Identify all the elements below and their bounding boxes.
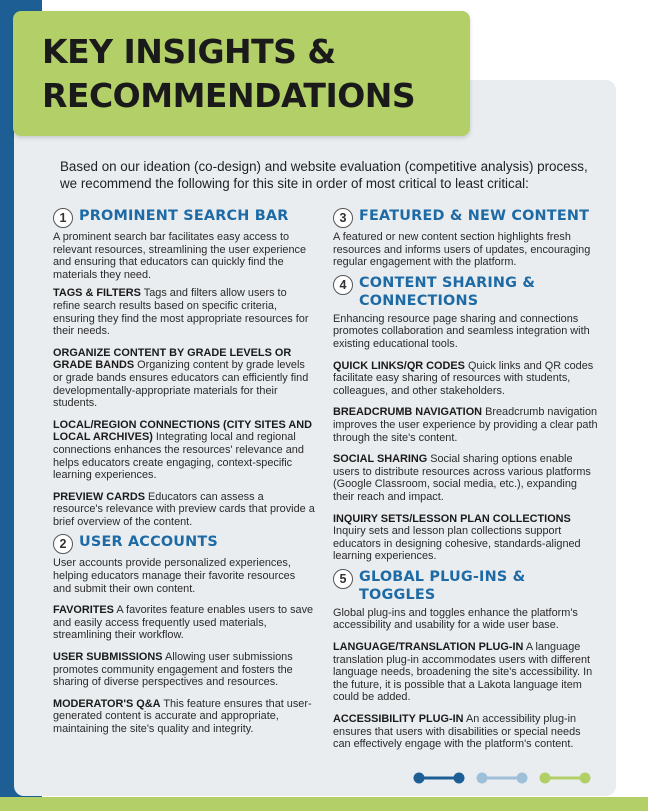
section-title: GLOBAL PLUG-INS & TOGGLES — [359, 568, 526, 603]
section-intro: Global plug-ins and toggles enhance the platform's accessibility and usability for a wide user base. — [333, 606, 578, 632]
item-label: ACCESSIBILITY PLUG-IN — [333, 713, 464, 726]
recommendation-item — [53, 491, 315, 529]
section-number-badge: 4 — [333, 275, 353, 295]
item-label: INQUIRY SETS/LESSON PLAN COLLECTIONS — [333, 512, 571, 525]
item-text: Integrating local and regional connections enhances the resources' relevance and helps educators create engaging, context-specific learning experiences. — [53, 431, 304, 482]
section-title: FEATURED & NEW CONTENT — [359, 208, 590, 224]
recommendation-item — [333, 641, 601, 704]
bottom-accent-band — [0, 797, 648, 811]
item-label: LOCAL/REGION CONNECTIONS (CITY SITES AND LOCAL ARCHIVES) — [53, 418, 312, 444]
item-text: Inquiry sets and lesson plan collections support educators in designing cohesive, standards-aligned learning experiences. — [333, 525, 581, 563]
recommendation-item — [53, 347, 315, 410]
item-text: This feature ensures that user-generated content is accurate and appropriate, maintaining the site's quality and integrity. — [53, 697, 312, 735]
item-label: MODERATOR'S Q&A — [53, 697, 161, 710]
item-text: A language translation plug-in accommodates users with different language needs, broadening the site's accessibility. In the future, it is possible that a Lakota language item could be added. — [333, 641, 593, 704]
section-number-badge: 2 — [53, 534, 73, 554]
recommendation-item — [53, 651, 315, 689]
item-text: Social sharing options enable users to distribute resources across various platforms (Google Classroom, social media, etc.), expanding their reach and impact. — [333, 453, 591, 503]
recommendation-item — [333, 453, 601, 503]
section-number-badge: 5 — [333, 569, 353, 589]
item-label: BREADCRUMB NAVIGATION — [333, 406, 483, 419]
item-text: A favorites feature enables users to save and easily access frequently used materials, streamlining their workflow. — [53, 604, 314, 642]
recommendation-item — [333, 513, 601, 563]
section-heading-2 — [53, 533, 315, 554]
recommendation-item — [333, 360, 601, 398]
title-line-1: KEY INSIGHTS & — [42, 32, 336, 71]
section-heading-1 — [53, 207, 315, 228]
section-intro: A featured or new content section highlights fresh resources and informs users of updates, encouraging regular engagement with the platform. — [333, 231, 591, 269]
item-text: Allowing user submissions promotes community engagement and fosters the sharing of diverse perspectives and resources. — [53, 651, 293, 689]
recommendation-item — [53, 419, 315, 482]
item-text: Educators can assess a resource's relevance with preview cards that provide a brief overview of the content. — [53, 490, 315, 528]
section-intro: Enhancing resource page sharing and connections promotes collaboration and seamless integration with existing educational tools. — [333, 312, 590, 350]
section-title: PROMINENT SEARCH BAR — [79, 208, 289, 224]
item-label: SOCIAL SHARING — [333, 453, 428, 466]
item-label: TAGS & FILTERS — [53, 287, 141, 300]
intro-paragraph: Based on our ideation (co-design) and website evaluation (competitive analysis) process, we recommend the following for this site in order of most critical to least critical: — [60, 159, 588, 191]
item-label: PREVIEW CARDS — [53, 490, 145, 503]
item-text: An accessibility plug-in ensures that users with disabilities or special needs can effectively engage with the platform's content. — [333, 713, 581, 751]
item-label: FAVORITES — [53, 604, 114, 617]
item-text: Breadcrumb navigation improves the user experience by providing a clear path through the site's content. — [333, 406, 598, 444]
item-text: Quick links and QR codes facilitate easy sharing of resources with students, colleagues, and other stakeholders. — [333, 359, 594, 397]
section-number-badge: 3 — [333, 208, 353, 228]
section-intro: A prominent search bar facilitates easy access to relevant resources, streamlining the user experience and ensuring that educators can quickly find the materials they need. — [53, 231, 307, 281]
item-text: Organizing content by grade levels or grade bands ensures educators can efficiently find developmentally-appropriate materials for their students. — [53, 359, 309, 410]
decorative-dots-icon — [412, 769, 592, 787]
left-column — [53, 207, 315, 745]
section-heading-5 — [333, 568, 601, 604]
section-title: CONTENT SHARING & CONNECTIONS — [359, 274, 536, 309]
section-number-badge: 1 — [53, 208, 73, 228]
recommendation-item — [333, 713, 601, 751]
item-label: QUICK LINKS/QR CODES — [333, 359, 465, 372]
section-title: USER ACCOUNTS — [79, 534, 218, 551]
item-label: USER SUBMISSIONS — [53, 651, 163, 664]
page-title — [42, 30, 415, 118]
section-intro: User accounts provide personalized experiences, helping educators manage their favorite resources and submit their own content. — [53, 557, 296, 595]
title-line-2: RECOMMENDATIONS — [42, 76, 416, 115]
section-heading-3 — [333, 207, 601, 228]
right-column — [333, 207, 601, 760]
item-label: ORGANIZE CONTENT BY GRADE LEVELS OR GRADE BANDS — [53, 346, 292, 372]
recommendation-item — [53, 287, 315, 337]
item-text: Tags and filters allow users to refine search results based on specific criteria, ensuring they find the most appropriate resources for their needs. — [53, 287, 309, 338]
section-heading-4 — [333, 274, 601, 310]
recommendation-item — [53, 604, 315, 642]
recommendation-item — [333, 406, 601, 444]
recommendation-item — [53, 698, 315, 736]
item-label: LANGUAGE/TRANSLATION PLUG-IN — [333, 641, 524, 654]
